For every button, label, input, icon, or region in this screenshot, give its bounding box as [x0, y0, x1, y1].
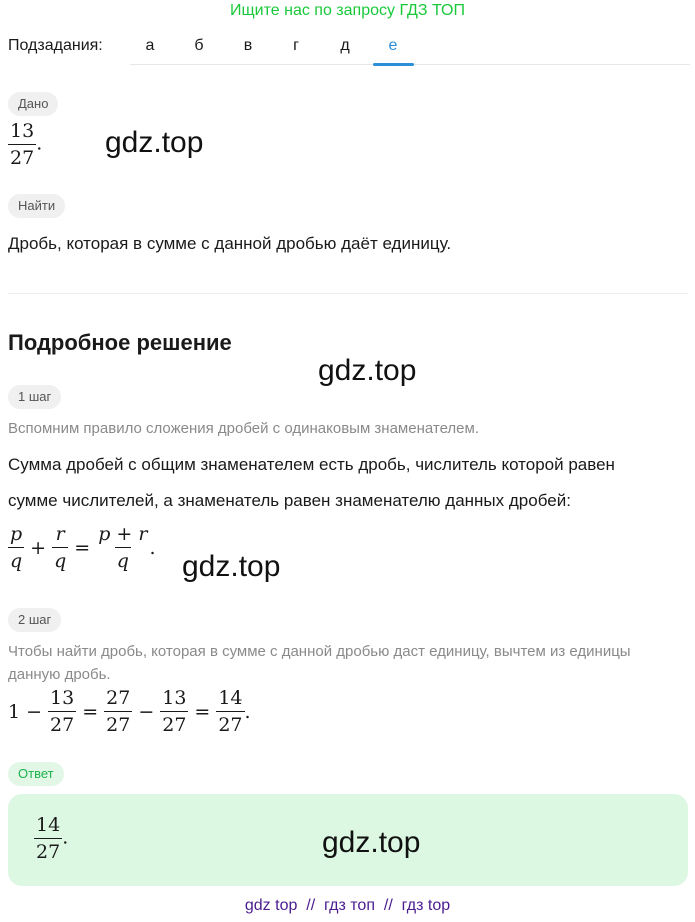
- answer-badge: Ответ: [8, 762, 64, 786]
- given-badge: Дано: [8, 92, 58, 116]
- section-divider: [8, 293, 688, 294]
- answer-fraction: $\frac{14}{27}$ .: [36, 814, 69, 863]
- given-fraction: $\frac{13}{27}$ .: [10, 120, 43, 169]
- step-1-formula: $\frac{p}{q}$ + $\frac{r}{q}$ = $\frac{p + r}{q}$ .: [10, 523, 156, 572]
- tab-e[interactable]: е: [388, 37, 398, 54]
- find-text: Дробь, которая в сумме с данной дробью даёт единицу.: [8, 234, 452, 253]
- footer-links[interactable]: gdz top // гдз топ // гдз top: [244, 897, 451, 914]
- subtasks-label: Подзадания:: [8, 37, 103, 54]
- tab-d[interactable]: д: [340, 37, 350, 54]
- watermark: gdz.top: [318, 354, 417, 387]
- active-tab-underline: [373, 63, 414, 66]
- step-2-hint-line2: данную дробь.: [8, 666, 111, 683]
- step-1-text-line1: Сумма дробей с общим знаменателем есть дробь, числитель которой равен: [8, 455, 615, 474]
- tab-b[interactable]: б: [194, 37, 204, 54]
- step-2-formula: 1 − $\frac{13}{27}$ = $\frac{27}{27}$ − $\frac{13}{27}$ = $\frac{14}{27}$ .: [8, 687, 251, 736]
- solution-heading: Подробное решение: [8, 330, 232, 355]
- find-badge: Найти: [8, 194, 65, 218]
- watermark: gdz.top: [322, 826, 421, 859]
- step-1-text-line2: сумме числителей, а знаменатель равен знаменателю данных дробей:: [8, 491, 571, 510]
- watermark: gdz.top: [182, 550, 281, 583]
- step-2-badge: 2 шаг: [8, 608, 61, 632]
- watermark: gdz.top: [105, 126, 204, 159]
- tab-v[interactable]: в: [243, 37, 253, 54]
- top-banner: Ищите нас по запросу ГДЗ ТОП: [230, 2, 465, 19]
- tab-g[interactable]: г: [293, 37, 299, 54]
- step-1-badge: 1 шаг: [8, 385, 61, 409]
- step-2-hint-line1: Чтобы найти дробь, которая в сумме с данной дробью даст единицу, вычтем из единицы: [8, 643, 631, 660]
- tab-a[interactable]: а: [145, 37, 155, 54]
- step-1-hint: Вспомним правило сложения дробей с одинаковым знаменателем.: [8, 420, 479, 437]
